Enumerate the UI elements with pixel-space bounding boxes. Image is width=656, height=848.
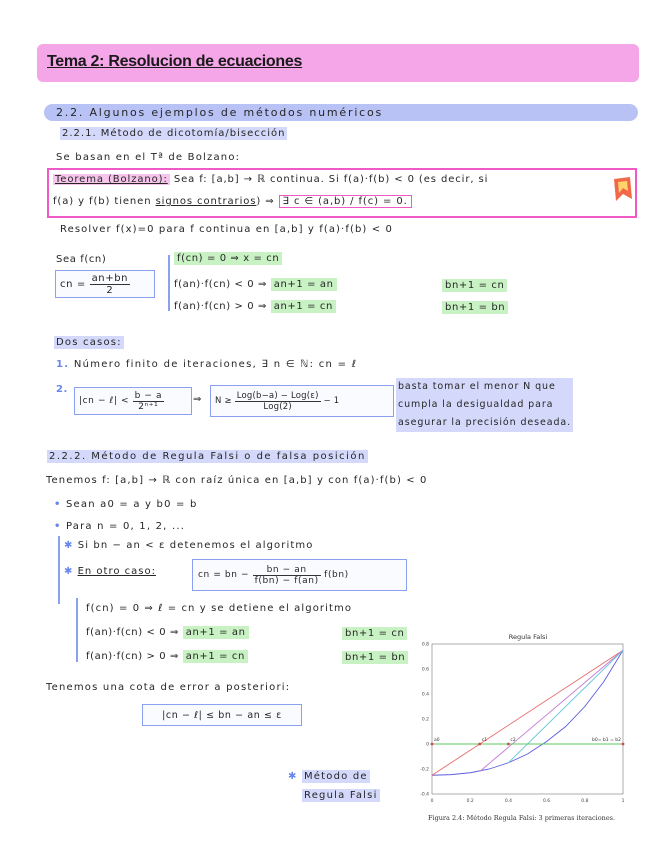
cn-denominator: 2 xyxy=(106,284,114,296)
y-tick-label: -0.4 xyxy=(420,792,429,798)
rf-bracket-line xyxy=(76,598,78,662)
rf-gt-lhs: f(an)·f(cn) > 0 ⇒ xyxy=(86,651,179,662)
section-heading-2-2-1: 2.2.1. Método de dicotomía/bisección xyxy=(62,128,286,139)
en-otro-text: En otro caso: xyxy=(77,566,156,577)
basta-note xyxy=(396,378,573,432)
case-lt-b: bn+1 = cn xyxy=(442,279,507,292)
dos-casos: Dos casos: xyxy=(56,337,122,348)
rf-eq0: f(cn) = 0 ⇒ ℓ = cn y se detiene el algoritmo xyxy=(86,603,353,614)
y-tick-label: 0.4 xyxy=(421,692,429,698)
case-eq0 xyxy=(174,253,282,264)
metodo-line-2: Regula Falsi xyxy=(304,790,378,801)
y-tick-label: 0.6 xyxy=(421,667,429,673)
rf-denominator: f(bn) − f(an) xyxy=(254,575,319,586)
x-tick-label: 0 xyxy=(430,799,434,804)
sea-fcn: Sea f(cn) xyxy=(56,254,107,265)
theorem-conclusion: ∃ c ∈ (a,b) / f(c) = 0. xyxy=(279,195,412,208)
point-label: c1 xyxy=(481,738,488,743)
case-gt xyxy=(174,301,336,312)
case-1-text: Número finito de iteraciones, ∃ n ∈ ℕ: cn = ℓ xyxy=(73,359,358,370)
theorem-label: Teorema (Bolzano): xyxy=(55,174,168,185)
n-bound-box xyxy=(210,385,394,417)
point-c1 xyxy=(478,743,481,746)
bookmark-sticker-icon xyxy=(612,176,634,202)
cn-numerator: an+bn xyxy=(91,272,129,284)
rf-lt-b: bn+1 = cn xyxy=(342,627,407,640)
y-tick-label: 0.2 xyxy=(421,717,429,723)
n-lhs: N ≥ xyxy=(215,396,232,406)
point-c2 xyxy=(507,743,510,746)
case-eq0-text: f(cn) = 0 ⇒ x = cn xyxy=(174,252,282,265)
figure-caption: Figura 2.4: Método Regula Falsi: 3 primeras iteraciones. xyxy=(428,814,616,822)
n-denominator: Log(2) xyxy=(263,401,292,412)
asterisk-icon: ✱ xyxy=(288,771,298,782)
x-tick-label: 0.4 xyxy=(504,799,512,804)
error-numerator: b − a xyxy=(134,390,163,401)
rf-lhs: cn = bn − xyxy=(198,570,250,580)
bullet-icon: • xyxy=(54,521,62,532)
cota-formula-box: |cn − ℓ| ≤ bn − an ≤ ε xyxy=(142,704,302,726)
bolzano-intro: Se basan en el Tª de Bolzano: xyxy=(56,152,241,163)
point-label: b0= b1 = b2 xyxy=(592,738,621,743)
cn-lhs: cn = xyxy=(60,278,86,290)
bullet-icon: • xyxy=(54,499,62,510)
basta-line-2: cumpla la desigualdad para xyxy=(396,396,573,414)
x-tick-label: 0.2 xyxy=(466,799,474,804)
error-denominator: 2ⁿ⁺¹ xyxy=(138,401,159,412)
y-tick-label: -0.2 xyxy=(420,767,429,773)
n-numerator: Log(b−a) − Log(ε) xyxy=(236,390,319,401)
rf-gt xyxy=(86,651,248,662)
theorem-signs: signos contrarios xyxy=(155,196,257,207)
si-stop-text: Si bn − an < ε detenemos el algoritmo xyxy=(77,540,314,551)
case-1-num: 1. xyxy=(56,359,70,370)
para-line xyxy=(54,521,185,532)
case-lt-a: an+1 = an xyxy=(271,278,337,291)
bracket-line xyxy=(168,255,170,311)
n-tail: − 1 xyxy=(323,396,340,406)
error-bound-box xyxy=(74,387,192,415)
para-bracket-line xyxy=(58,536,60,604)
rf-fraction xyxy=(253,565,321,586)
metodo-note xyxy=(288,767,380,805)
rf-gt-b: bn+1 = bn xyxy=(342,651,408,664)
theorem-line2-a: f(a) y f(b) tienen xyxy=(53,196,152,207)
point-b0=b1=b2 xyxy=(622,743,625,746)
rf-lt xyxy=(86,627,249,638)
page-title: Tema 2: Resolucion de ecuaciones xyxy=(47,53,303,70)
point-a0 xyxy=(431,743,434,746)
case-2-num: 2. xyxy=(56,384,68,395)
rf-numerator: bn − an xyxy=(253,565,321,576)
n-fraction xyxy=(235,391,321,412)
case-gt-a: an+1 = cn xyxy=(271,300,336,313)
x-tick-label: 0.6 xyxy=(543,799,551,804)
para-text: Para n = 0, 1, 2, ... xyxy=(65,521,186,532)
chart-title: Regula Falsi xyxy=(508,633,548,641)
rf-tail: f(bn) xyxy=(324,570,349,580)
sean-text: Sean a0 = a y b0 = b xyxy=(65,499,198,510)
rf-lt-a: an+1 = an xyxy=(183,626,249,639)
y-tick-label: 0.8 xyxy=(421,642,429,648)
case-gt-b: bn+1 = bn xyxy=(442,301,508,314)
cota-line: Tenemos una cota de error a posteriori: xyxy=(46,682,291,693)
basta-line-1: basta tomar el menor N que xyxy=(396,378,573,396)
error-fraction xyxy=(133,391,165,412)
case-lt-lhs: f(an)·f(cn) < 0 ⇒ xyxy=(174,279,267,290)
rf-gt-a: an+1 = cn xyxy=(183,650,248,663)
theorem-line2-b: ) ⇒ xyxy=(256,196,275,207)
implies-arrow: ⇒ xyxy=(193,394,202,405)
resolver-line: Resolver f(x)=0 para f continua en [a,b] y f(a)·f(b) < 0 xyxy=(60,224,393,235)
asterisk-icon: ✱ xyxy=(64,566,74,577)
x-tick-label: 1 xyxy=(621,799,625,804)
y-tick-label: 0 xyxy=(426,742,429,748)
sean-line xyxy=(54,499,198,510)
regula-falsi-chart xyxy=(412,628,634,810)
theorem-line1-text: Sea f: [a,b] → ℝ continua. Si f(a)·f(b) < 0 (es decir, si xyxy=(173,174,489,185)
section-heading-2-2: 2.2. Algunos ejemplos de métodos numéricos xyxy=(56,106,384,119)
case-1 xyxy=(56,359,357,370)
case-gt-lhs: f(an)·f(cn) > 0 ⇒ xyxy=(174,301,267,312)
point-label: c2 xyxy=(510,738,516,743)
asterisk-icon: ✱ xyxy=(64,540,74,551)
x-tick-label: 0.8 xyxy=(581,799,589,804)
case-lt xyxy=(174,279,337,290)
rf-lt-lhs: f(an)·f(cn) < 0 ⇒ xyxy=(86,627,179,638)
si-stop-line xyxy=(64,540,313,551)
regula-falsi-formula-box xyxy=(192,559,407,591)
basta-line-3: asegurar la precisión deseada. xyxy=(396,414,573,432)
error-lhs: |cn − ℓ| < xyxy=(79,396,130,406)
theorem-line-1 xyxy=(53,174,488,185)
en-otro-line xyxy=(64,566,156,577)
cn-formula-box xyxy=(55,270,155,298)
cn-fraction xyxy=(90,273,131,296)
tenemos-line: Tenemos f: [a,b] → ℝ con raíz única en [a,b] y con f(a)·f(b) < 0 xyxy=(46,475,428,486)
metodo-line-1: Método de xyxy=(303,771,368,782)
theorem-line-2 xyxy=(53,196,412,207)
point-label: a0 xyxy=(434,738,440,743)
chart-frame xyxy=(432,644,623,794)
section-heading-2-2-2: 2.2.2. Método de Regula Falsi o de falsa posición xyxy=(49,451,366,462)
